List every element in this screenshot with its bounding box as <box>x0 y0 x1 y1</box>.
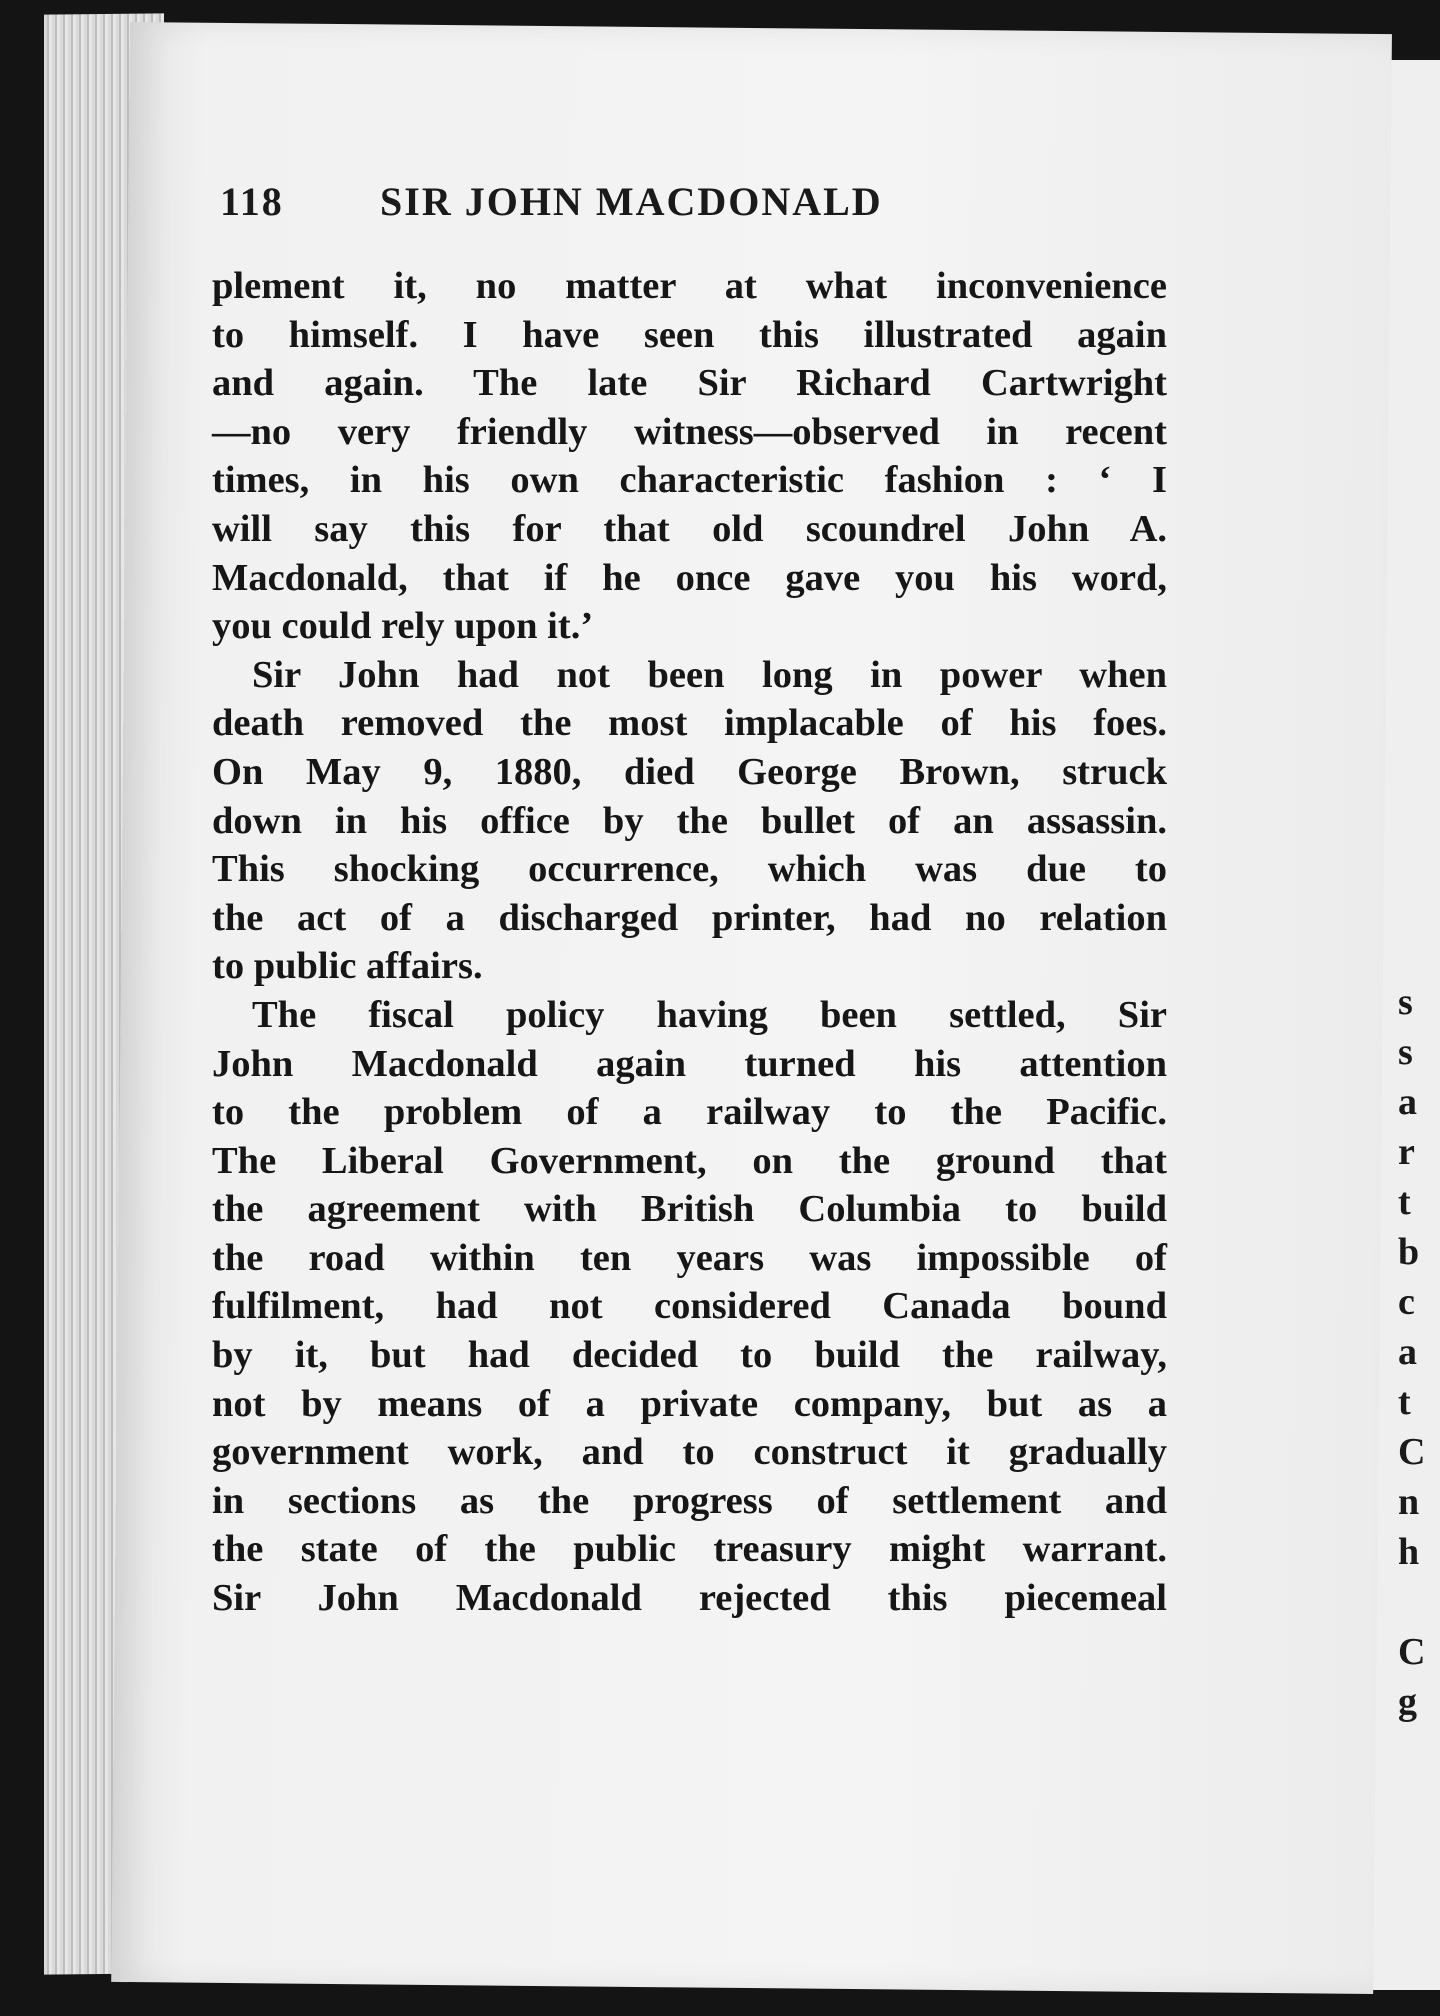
facing-page-fragment: s <box>1398 981 1413 1023</box>
facing-page-fragment: b <box>1398 1231 1420 1273</box>
facing-page-fragment: g <box>1398 1681 1417 1723</box>
facing-page-fragment: a <box>1398 1331 1417 1373</box>
facing-page-fragment: s <box>1398 1031 1413 1073</box>
text-line: down in his office by the bullet of an assassin. <box>212 799 1167 842</box>
running-title: SIR JOHN MACDONALD <box>380 179 883 224</box>
running-header <box>220 178 1000 225</box>
text-line: This shocking occurrence, which was due to <box>212 848 1167 891</box>
facing-page-fragment: C <box>1398 1631 1426 1673</box>
facing-page-fragment: t <box>1398 1181 1411 1223</box>
text-line: the agreement with British Columbia to build <box>212 1188 1167 1231</box>
page-number: 118 <box>220 179 284 224</box>
text-line: —no very friendly witness—observed in recent <box>212 410 1167 453</box>
text-line: Macdonald, that if he once gave you his word, <box>212 556 1167 599</box>
text-line: death removed the most implacable of his foes. <box>212 702 1167 745</box>
text-line: the state of the public treasury might warrant. <box>212 1528 1167 1571</box>
text-line: On May 9, 1880, died George Brown, struck <box>212 750 1167 793</box>
facing-page-fragment: C <box>1398 1431 1426 1473</box>
text-line: Sir John had not been long in power when <box>252 653 1167 696</box>
facing-page-fragment: n <box>1398 1481 1420 1523</box>
text-line: to public affairs. <box>212 945 483 988</box>
text-line: government work, and to construct it gradually <box>212 1431 1167 1474</box>
text-line: the road within ten years was impossible of <box>212 1236 1167 1279</box>
text-line: in sections as the progress of settlement and <box>212 1479 1167 1522</box>
text-line: plement it, no matter at what inconvenience <box>212 265 1167 307</box>
text-line: not by means of a private company, but as a <box>212 1382 1167 1425</box>
facing-page-fragment: h <box>1398 1531 1420 1573</box>
text-line: by it, but had decided to build the railway, <box>212 1334 1167 1377</box>
text-line: to himself. I have seen this illustrated again <box>212 313 1167 356</box>
text-line: The fiscal policy having been settled, Sir <box>252 993 1167 1036</box>
facing-page-fragment: c <box>1398 1281 1415 1323</box>
text-line: to the problem of a railway to the Pacific. <box>212 1091 1167 1134</box>
text-line: The Liberal Government, on the ground that <box>212 1139 1167 1182</box>
facing-page-fragment: a <box>1398 1081 1417 1123</box>
text-line: will say this for that old scoundrel John A. <box>212 507 1167 550</box>
text-line: Sir John Macdonald rejected this piecemeal <box>212 1577 1167 1620</box>
text-line: and again. The late Sir Richard Cartwright <box>212 362 1167 405</box>
text-line: times, in his own characteristic fashion : ‘ I <box>212 459 1167 502</box>
text-line: the act of a discharged printer, had no relation <box>212 896 1167 939</box>
text-line: John Macdonald again turned his attention <box>212 1042 1167 1085</box>
body-text <box>212 262 1167 1623</box>
text-line: fulfilment, had not considered Canada bound <box>212 1285 1167 1328</box>
text-line: you could rely upon it.’ <box>212 605 594 648</box>
facing-page-fragment: t <box>1398 1381 1411 1423</box>
facing-page-fragment: r <box>1398 1131 1415 1173</box>
